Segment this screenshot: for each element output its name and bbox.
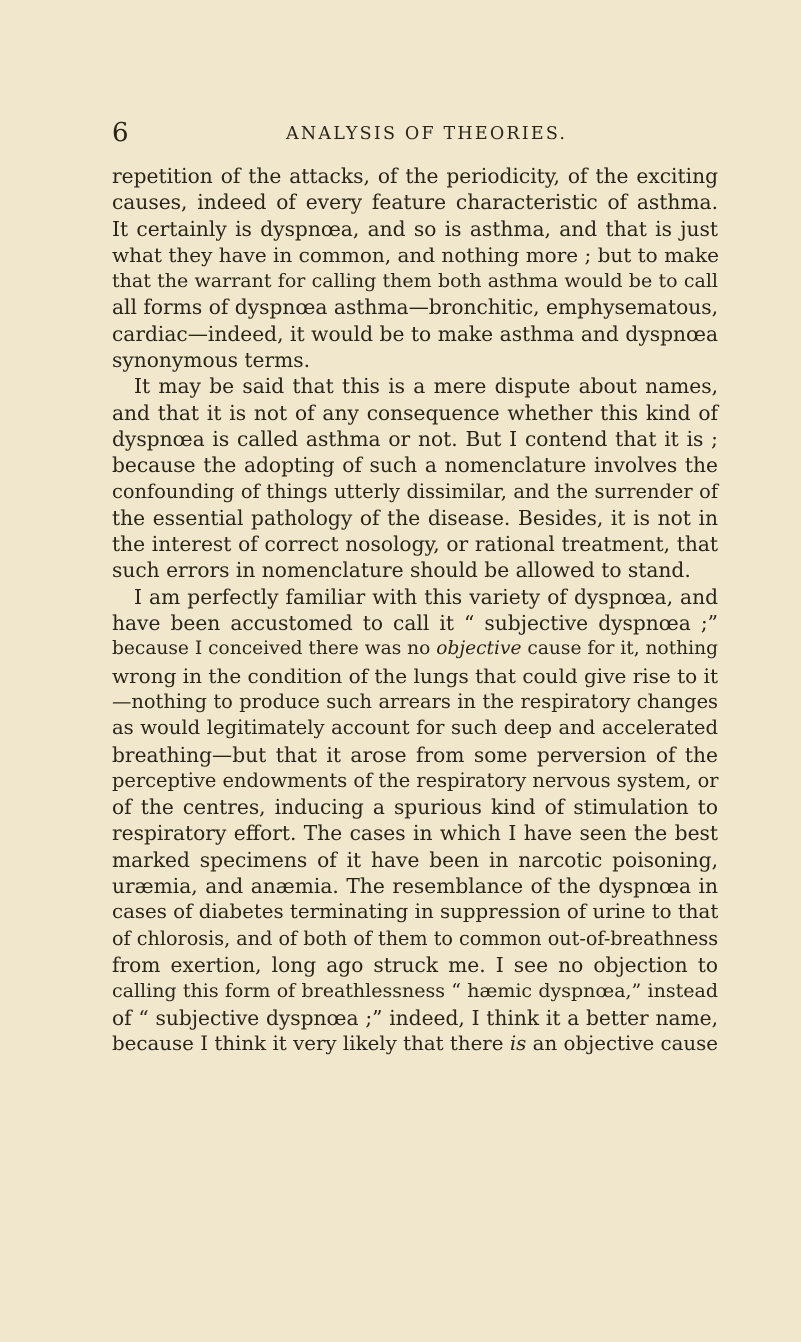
text-line: and that it is not of any consequence whether this kind of [112, 400, 718, 425]
text-line: It may be said that this is a mere dispute about names, [134, 374, 718, 399]
text-line: of chlorosis, and of both of them to common out-of-breathness [112, 926, 719, 950]
text-line: —nothing to produce such arrears in the respiratory changes [112, 689, 718, 713]
text-line: of the centres, inducing a spurious kind of stimulation to [112, 795, 718, 820]
text-line: the interest of correct nosology, or rational treatment, that [112, 532, 718, 557]
text-run: an objective cause [526, 1031, 719, 1055]
text-line: cases of diabetes terminating in suppression of urine to that [112, 900, 719, 924]
italic-word: is [509, 1031, 527, 1055]
text-line: perceptive endowments of the respiratory nervous system, or [112, 768, 719, 792]
page-header [112, 118, 712, 148]
text-line: wrong in the condition of the lungs that could give rise to it [112, 663, 718, 688]
text-line: confounding of things utterly dissimilar, and the surrender of [112, 479, 718, 503]
text-line: as would legitimately account for such deep and accelerated [112, 716, 718, 740]
text-line: because the adopting of such a nomenclature involves the [112, 453, 718, 478]
text-line: calling this form of breathlessness “ hæmic dyspnœa,” instead [112, 980, 718, 1003]
text-line: dyspnœa is called asthma or not. But I contend that it is ; [112, 426, 718, 451]
italic-word: objective [436, 638, 522, 660]
text-run: cause for it, nothing [521, 638, 718, 660]
text-line: from exertion, long ago struck me. I see no objection to [112, 952, 718, 977]
text-line: all forms of dyspnœa asthma—bronchitic, emphysematous, [112, 295, 718, 320]
text-line: that the warrant for calling them both asthma would be to call [112, 270, 718, 293]
text-line: what they have in common, and nothing more ; but to make [112, 242, 719, 267]
text-line: I am perfectly familiar with this variety of dyspnœa, and [134, 584, 718, 609]
text-line [112, 636, 718, 662]
text-line: cardiac—indeed, it would be to make asthma and dyspnœa [112, 321, 718, 346]
text-line: repetition of the attacks, of the periodicity, of the exciting [112, 164, 718, 188]
text-run: because I think it very likely that there [112, 1031, 510, 1055]
text-line: such errors in nomenclature should be allowed to stand. [112, 558, 691, 583]
text-run: because I conceived there was no [112, 638, 437, 660]
text-line: causes, indeed of every feature characteristic of asthma. [112, 190, 718, 215]
text-line: the essential pathology of the disease. Besides, it is not in [112, 505, 718, 530]
page-number: 6 [112, 118, 129, 148]
text-line: breathing—but that it arose from some perversion of the [112, 742, 718, 767]
text-line: respiratory effort. The cases in which I have seen the best [112, 821, 718, 846]
text-line: marked specimens of it have been in narcotic poisoning, [112, 847, 718, 872]
text-line: of “ subjective dyspnœa ;” indeed, I think it a better name, [112, 1005, 718, 1030]
body-text [112, 163, 718, 1057]
text-line: uræmia, and anæmia. The resemblance of the dyspnœa in [112, 874, 718, 899]
text-line: synonymous terms. [112, 348, 311, 373]
running-head: ANALYSIS OF THEORIES. [286, 124, 568, 144]
text-line: It certainly is dyspnœa, and so is asthma, and that is just [112, 216, 718, 241]
text-line [112, 1031, 718, 1057]
text-line: have been accustomed to call it “ subjective dyspnœa ;” [112, 611, 718, 636]
